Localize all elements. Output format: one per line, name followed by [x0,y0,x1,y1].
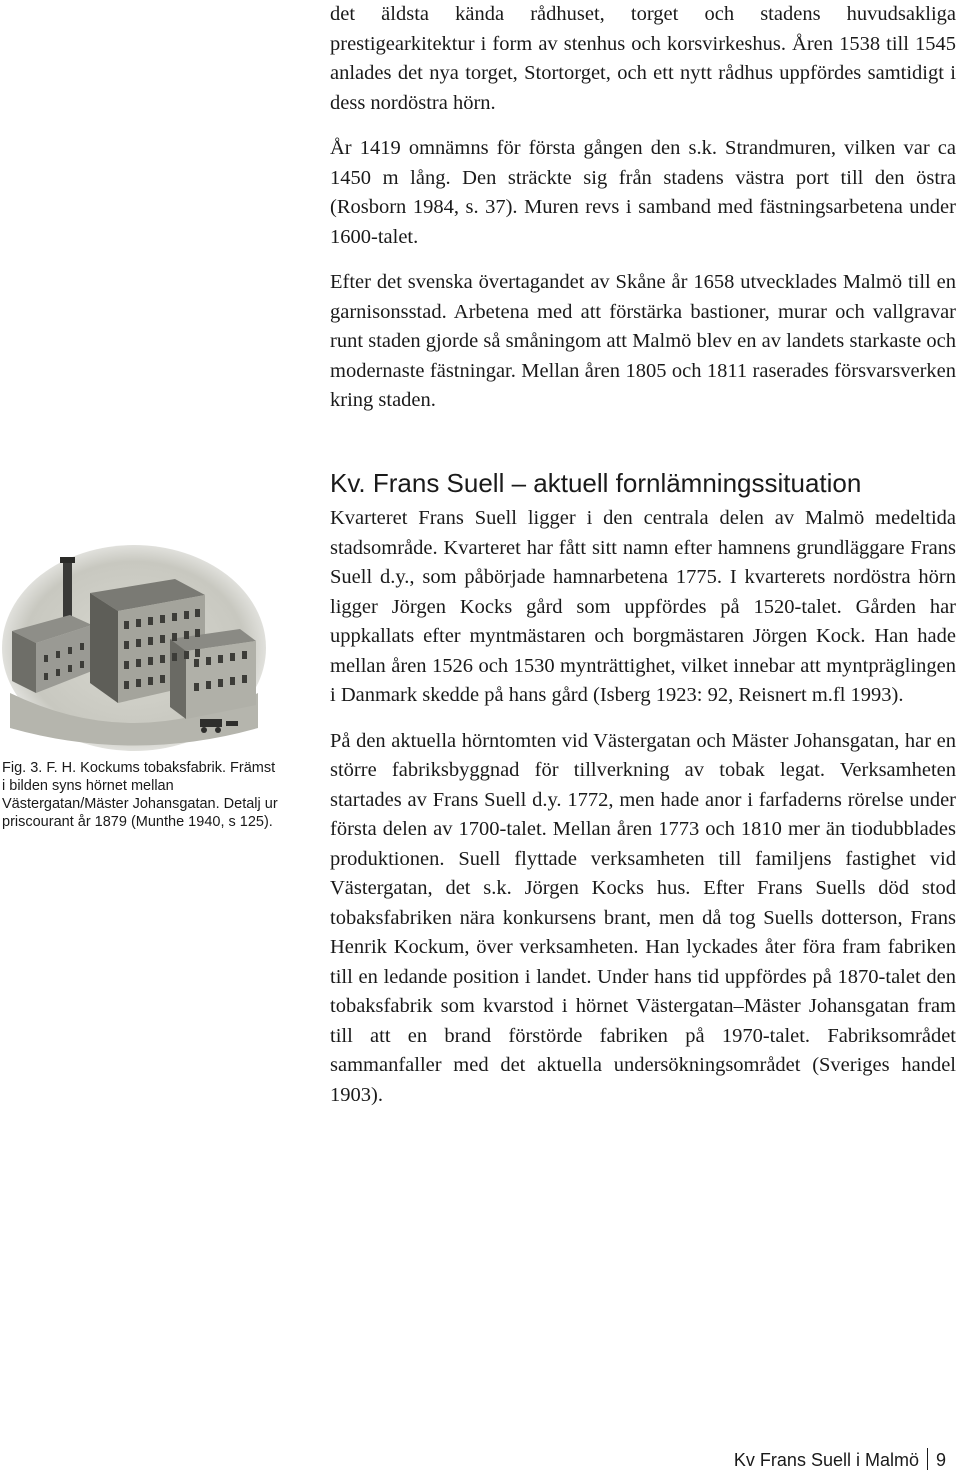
text-column-top [330,0,956,432]
paragraph: På den aktuella hörntomten vid Västergatan och Mäster Johansgatan, har en större fabriksbyggnad för tillverkning av tobak legat. Verksamheten startades av Frans Suell d.y. 1772, men hade anor i farfaderns rörelse under första delen av 1700-talet. Mellan åren 1773 och 1810 mer än tiodubblades produktionen. Suell flyttade verksamheten till familjens fastighet vid Västergatan, det s.k. Jörgen Kocks hus. Efter Frans Suells död stod tobaksfabriken nära konkursens brant, men då tog Suells dotterson, Frans Henrik Kockum, över verksamheten. Han lyckades åter föra fram fabriken till en ledande position i landet. Under hans tid uppfördes på 1870-talet den tobaksfabrik som kvarstod i hörnet Västergatan–Mäster Johansgatan fram till att en brand förstörde fabriken på 1970-talet. Fabriksområdet sammanfaller med det aktuella undersökningsområdet (Sveriges handel 1903). [330,729,956,1106]
paragraph: År 1419 omnämns för första gången den s.k. Strandmuren, vilken var ca 1450 m lång. Den sträckte sig från stadens västra port till den östra (Rosborn 1984, s. 37). Muren revs i samband med fästningsarbetena under 1600-talet. [330,137,956,248]
page-footer [734,1448,946,1471]
footer-title: Kv Frans Suell i Malmö [733,1450,919,1470]
paragraph: Efter det svenska övertagandet av Skåne år 1658 utvecklades Malmö till en garnisonsstad. Arbetena med att förstärka bastioner, murar och vallgravar runt staden gjorde så småningom att Malmö blev en av landets starkaste och modernaste fästningar. Mellan åren 1805 och 1811 raserades försvarsverken kring staden. [330,271,956,411]
text-column-section [330,466,956,1126]
footer-divider [927,1448,928,1470]
section-heading: Kv. Frans Suell – aktuell fornlämningssituation [330,468,862,498]
page-number: 9 [935,1450,946,1470]
figure-caption: Fig. 3. F. H. Kockums tobaksfabrik. Främst i bilden syns hörnet mellan Västergatan/Mäster Johansgatan. Detalj ur priscourant år 1879 (Munthe 1940, s 125). [2,760,278,830]
paragraph: det äldsta kända rådhuset, torget och stadens huvudsakliga prestigearkitektur i form av stenhus och korsvirkeshus. Åren 1538 till 1545 anlades det nya torget, Stortorget, och ett nytt rådhus uppfördes samtidigt i dess nordöstra hörn. [330,3,956,114]
paragraph: Kvarteret Frans Suell ligger i den centrala delen av Malmö medeltida stadsområde. Kvarteret har fått sitt namn efter hamnens grundläggare Frans Suell d.y., som påbörjade hamnarbetena 1775. I kvarterets nordöstra hörn ligger Jörgen Kocks gård som uppfördes på 1520-talet. Gården har uppkallats efter myntmästaren och borgmästaren Jörgen Kock. Han hade mellan åren 1526 och 1530 mynträttighet, vilket innebar att myntpräglingen i Danmark skedde på hans gård (Isberg 1923: 92, Reisnert m.fl 1993). [330,507,956,706]
factory-engraving-image [0,543,268,753]
